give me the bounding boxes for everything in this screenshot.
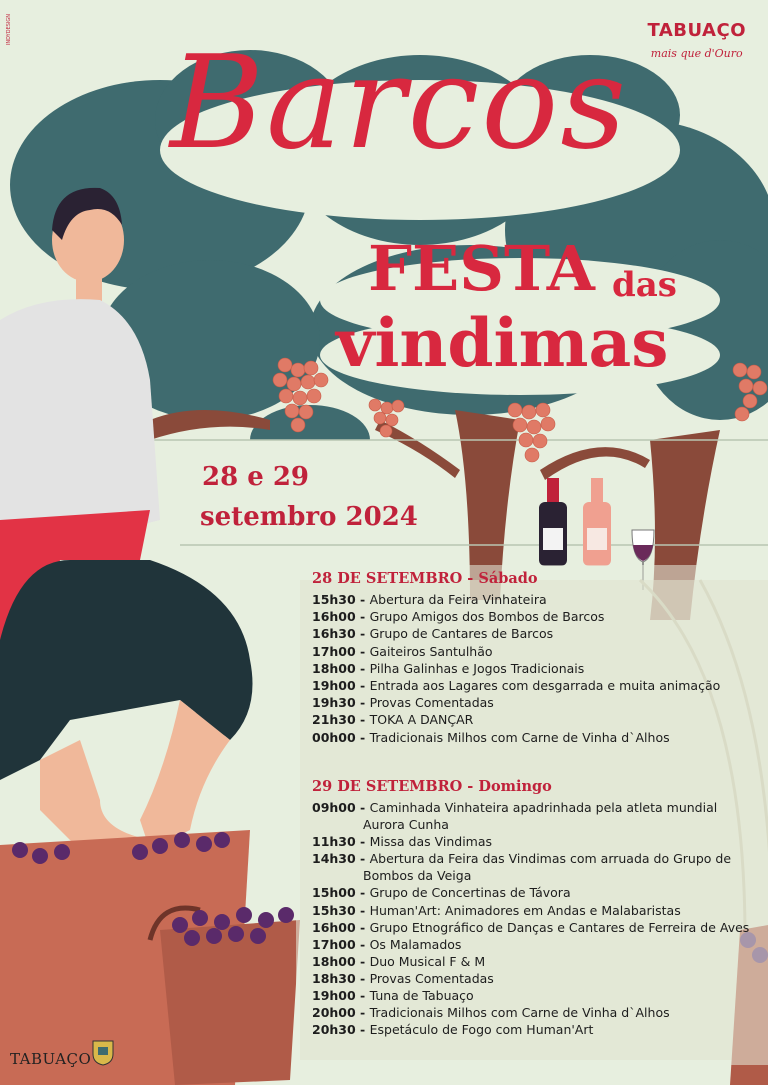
schedule-item [312,1004,749,1021]
municipal-crest-icon [92,1040,114,1066]
schedule-activity: Os Malamados [369,936,462,952]
brand-logo [647,20,746,60]
title-barcos: Barcos [170,29,628,178]
schedule-activity: Tuna de Tabuaço [369,988,474,1004]
schedule-item [312,919,749,936]
schedule-time: 14h30 - [312,851,370,867]
schedule-item [312,729,720,746]
schedule-activity: Abertura da Feira das Vindimas com arruada do Grupo de [369,851,732,867]
schedule-time: 18h00 - [312,953,370,969]
schedule-day-sunday [312,778,749,1038]
brand-name: TABUAÇO [647,20,746,41]
schedule-activity: Gaiteiros Santulhão [369,643,493,659]
schedule-activity: Tradicionais Milhos com Carne de Vinha d`Alhos [369,729,670,745]
schedule-item [312,643,720,660]
schedule-time: 19h00 - [312,988,370,1004]
dates-days: 28 e 29 [202,462,310,492]
schedule-activity: Provas Comentadas [369,970,494,986]
schedule-item [312,987,749,1004]
schedule-activity: Abertura da Feira Vinhateira [369,592,547,607]
schedule-item [312,902,749,919]
schedule-activity: Grupo de Concertinas de Távora [369,885,571,901]
schedule-time: 21h30 - [312,712,370,728]
schedule-item [312,694,720,711]
schedule-item [312,625,720,642]
schedule-activity: Duo Musical F & M [369,953,486,969]
schedule-item [312,953,749,970]
schedule-activity: Caminhada Vinhateira apadrinhada pela atleta mundial [369,800,718,815]
schedule-time: 20h30 - [312,1022,370,1038]
brand-tagline: mais que d'Ouro [650,47,743,60]
schedule-time: 18h00 - [312,660,370,676]
schedule-time: 17h00 - [312,643,370,659]
municipality-logo: TABUAÇO [10,1050,92,1068]
schedule-item [312,1021,749,1038]
schedule-activity: Pilha Galinhas e Jogos Tradicionais [369,660,585,676]
schedule-item [312,850,749,867]
schedule-time: 00h00 - [312,729,370,745]
schedule-time: 15h00 - [312,885,370,901]
schedule-time: 20h00 - [312,1005,370,1021]
schedule-activity: Grupo de Cantares de Barcos [369,626,554,642]
schedule-day-heading: 28 DE SETEMBRO - Sábado [312,570,538,587]
schedule-activity-continuation: Aurora Cunha [363,817,449,833]
schedule-time: 16h30 - [312,626,370,642]
schedule-time: 16h00 - [312,609,370,625]
title-vindimas: vindimas [336,304,669,382]
dates-month: setembro 2024 [200,502,418,532]
schedule-time: 15h30 - [312,902,370,918]
schedule-day-heading: 29 DE SETEMBRO - Domingo [312,778,552,795]
schedule-item [312,970,749,987]
schedule-activity: Espetáculo de Fogo com Human'Art [369,1022,594,1038]
schedule-item [312,833,749,850]
schedule-item [312,677,720,694]
schedule-item [312,936,749,953]
schedule-day-saturday [312,570,720,746]
schedule-activity: Grupo Etnográfico de Danças e Cantares de Ferreira de Aves [369,919,750,935]
title-festa: FESTA [368,232,595,305]
schedule-activity: Entrada aos Lagares com desgarrada e muita animação [369,678,721,694]
event-dates [200,462,418,532]
schedule-time: 18h30 - [312,970,370,986]
schedule-item [312,799,749,816]
schedule-activity: TOKA A DANÇAR [369,712,474,728]
schedule-activity: Tradicionais Milhos com Carne de Vinha d`Alhos [369,1005,670,1021]
schedule-activity-continuation: Bombos da Veiga [363,868,472,884]
schedule-time: 15h30 - [312,592,370,607]
schedule-activity: Provas Comentadas [369,695,494,711]
schedule-item [312,608,720,625]
design-credit: INDYDESIGN [6,14,12,46]
schedule-item [312,660,720,677]
schedule-activity: Grupo Amigos dos Bombos de Barcos [369,609,605,625]
schedule-time: 19h00 - [312,678,370,694]
schedule-activity: Missa das Vindimas [369,834,493,850]
schedule-time: 17h00 - [312,936,370,952]
schedule-time: 19h30 - [312,695,370,711]
schedule-activity: Human'Art: Animadores em Andas e Malabaristas [369,902,681,918]
schedule-item [312,591,720,608]
schedule-item [312,884,749,901]
schedule-time: 11h30 - [312,834,370,850]
schedule-time: 09h00 - [312,800,370,815]
title-das: das [612,265,677,305]
schedule-time: 16h00 - [312,919,370,935]
schedule-item [312,711,720,728]
